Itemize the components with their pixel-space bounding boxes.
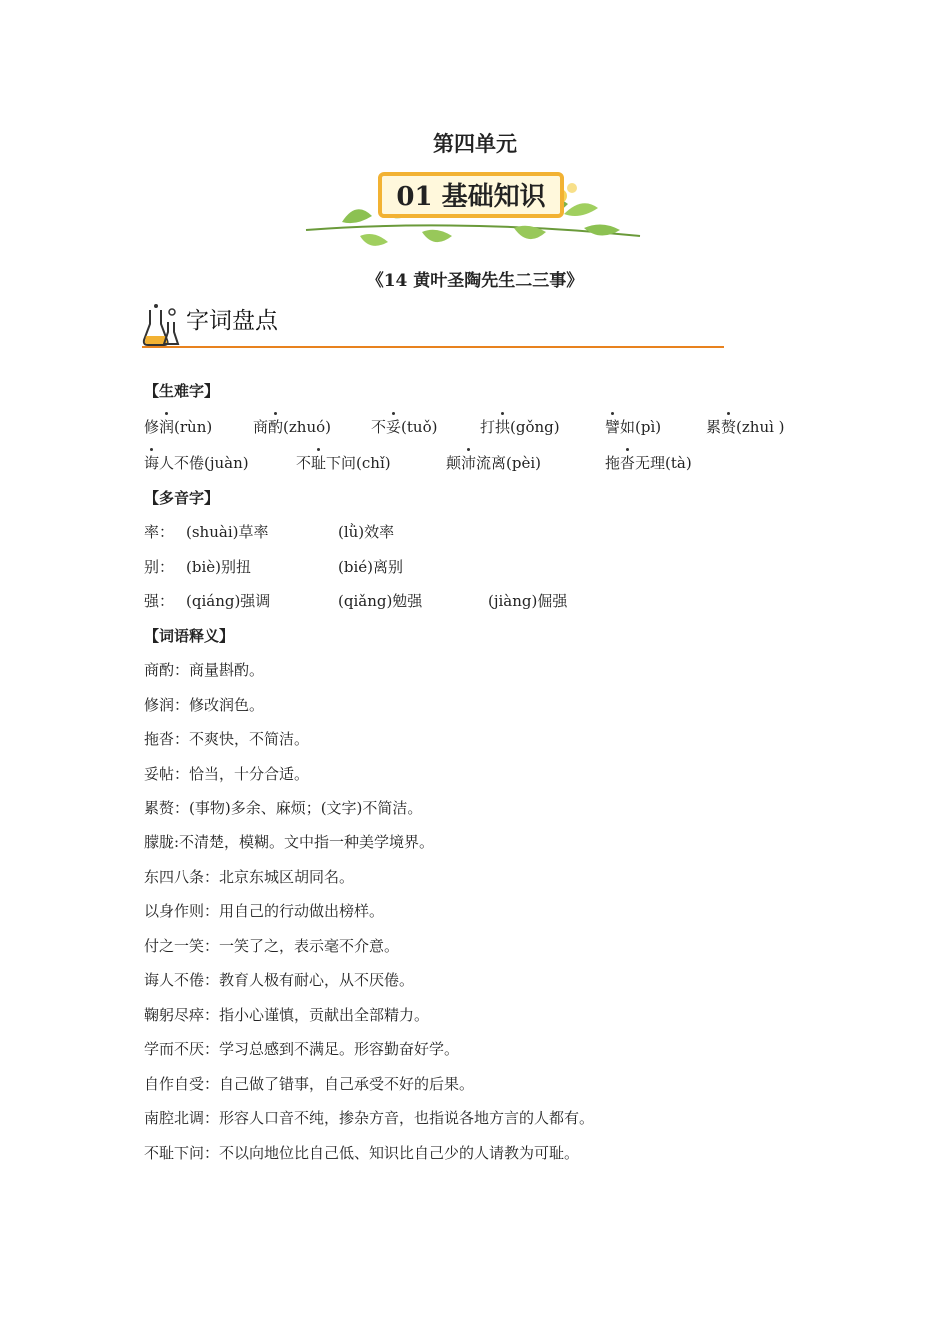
duoyin-reading: (lǜ)效率 xyxy=(338,523,395,541)
lesson-title: 《14 黄叶圣陶先生二三事》 xyxy=(366,271,584,291)
duoyin-char: 率： xyxy=(144,523,175,541)
leaf-decoration-icon xyxy=(302,166,646,250)
duoyin-heading: 【多音字】 xyxy=(144,489,220,507)
duoyin-reading: (qiáng)强调 xyxy=(186,592,271,610)
definition-item: 累赘：(事物)多余、麻烦；(文字)不简洁。 xyxy=(144,799,423,817)
definition-item: 东四八条：北京东城区胡同名。 xyxy=(144,868,355,886)
definition-item: 朦胧:不清楚，模糊。文中指一种美学境界。 xyxy=(144,833,435,851)
duoyin-char: 强： xyxy=(144,592,175,610)
shengnan-item: 累赘(zhuì ) xyxy=(706,418,785,436)
definition-item: 付之一笑：一笑了之，表示毫不介意。 xyxy=(144,937,400,955)
shengnan-item: 不妥(tuǒ) xyxy=(371,418,438,436)
shengnan-item: 诲人不倦(juàn) xyxy=(144,454,249,472)
definition-item: 不耻下问：不以向地位比自己低、知识比自己少的人请教为可耻。 xyxy=(144,1144,580,1162)
shengnan-item: 商酌(zhuó) xyxy=(253,418,331,436)
definition-item: 拖沓：不爽快，不简洁。 xyxy=(144,730,310,748)
definition-item: 修润：修改润色。 xyxy=(144,696,265,714)
definition-item: 鞠躬尽瘁：指小心谨慎，贡献出全部精力。 xyxy=(144,1006,430,1024)
duoyin-reading: (jiàng)倔强 xyxy=(488,592,568,610)
definition-item: 自作自受：自己做了错事，自己承受不好的后果。 xyxy=(144,1075,475,1093)
shengnan-item: 修润(rùn) xyxy=(144,418,213,436)
shengnan-item: 打拱(gǒng) xyxy=(480,418,560,436)
shengnan-item: 譬如(pì) xyxy=(605,418,662,436)
duoyin-reading: (qiǎng)勉强 xyxy=(338,592,423,610)
section-banner xyxy=(302,166,646,250)
duoyin-reading: (biè)别扭 xyxy=(186,558,251,576)
definition-item: 学而不厌：学习总感到不满足。形容勤奋好学。 xyxy=(144,1040,460,1058)
shengnan-item: 颠沛流离(pèi) xyxy=(446,454,542,472)
duoyin-char: 别： xyxy=(144,558,175,576)
shengnan-heading: 【生难字】 xyxy=(144,382,220,400)
shengnan-item: 不耻下问(chǐ) xyxy=(296,454,391,472)
duoyin-reading: (shuài)草率 xyxy=(186,523,269,541)
flask-icon xyxy=(142,302,182,348)
unit-title: 第四单元 xyxy=(433,132,517,156)
section-header xyxy=(142,300,732,350)
shiyi-heading: 【词语释义】 xyxy=(144,627,235,645)
definition-item: 南腔北调：形容人口音不纯，掺杂方音，也指说各地方言的人都有。 xyxy=(144,1109,595,1127)
definition-item: 商酌：商量斟酌。 xyxy=(144,661,265,679)
definition-item: 诲人不倦：教育人极有耐心，从不厌倦。 xyxy=(144,971,415,989)
section-divider xyxy=(142,346,724,348)
section-title: 字词盘点 xyxy=(186,308,278,334)
banner-label: 01 基础知识 xyxy=(396,182,546,212)
definition-item: 以身作则：用自己的行动做出榜样。 xyxy=(144,902,385,920)
duoyin-reading: (bié)离别 xyxy=(338,558,403,576)
shengnan-item: 拖沓无理(tà) xyxy=(605,454,692,472)
definition-item: 妥帖：恰当，十分合适。 xyxy=(144,765,310,783)
